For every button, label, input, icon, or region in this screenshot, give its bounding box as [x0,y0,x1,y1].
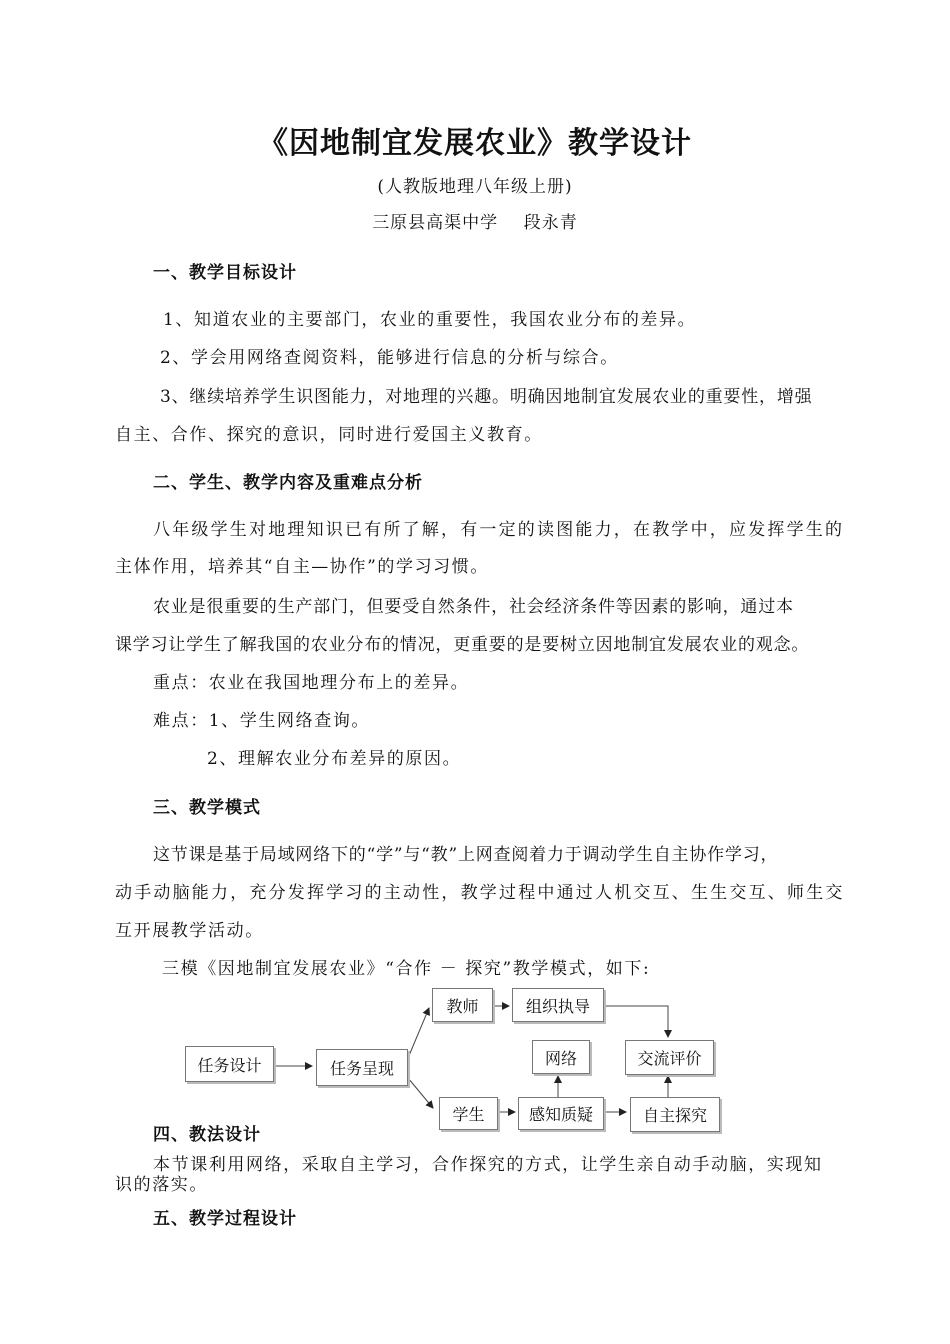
section-heading-analysis: 二、学生、教学内容及重难点分析 [153,473,423,493]
analysis-line-3: 农业是很重要的生产部门，但要受自然条件，社会经济条件等因素的影响，通过本 [153,597,794,617]
node-teacher: 教师 [432,988,493,1022]
node-network: 网络 [532,1040,590,1074]
arrow-present-to-student [408,1078,433,1108]
method-line-1: 本节课利用网络，采取自主学习，合作探究的方式，让学生亲自动手动脑，实现知 [153,1155,823,1175]
analysis-line-4: 课学习让学生了解我国的农业分布的情况，更重要的是要树立因地制宜发展农业的观念。 [115,635,810,655]
key-point-line: 重点：农业在我国地理分布上的差异。 [153,673,470,693]
objective-line-2: 2、学会用网络查阅资料，能够进行信息的分析与综合。 [160,348,619,368]
author-line: 三原县高渠中学 段永青 [372,213,578,233]
section-heading-objectives: 一、教学目标设计 [153,263,297,283]
mode-line-3: 互开展教学活动。 [115,921,264,941]
node-exchange: 交流评价 [625,1040,714,1075]
node-organize: 组织执导 [512,988,604,1022]
node-task-present: 任务呈现 [316,1049,408,1086]
node-task-design: 任务设计 [185,1046,274,1082]
section-heading-mode: 三、教学模式 [153,798,261,818]
objective-line-1: 1、知道农业的主要部门，农业的重要性，我国农业分布的差异。 [163,310,697,330]
section-heading-method: 四、教法设计 [153,1125,261,1145]
analysis-line-2: 主体作用，培养其“自主—协作”的学习习惯。 [115,557,489,577]
section-heading-process: 五、教学过程设计 [153,1209,297,1229]
arrow-organize-to-exchange [604,1006,668,1037]
node-explore: 自主探究 [630,1097,720,1132]
mode-line-1: 这节课是基于局域网络下的“学”与“教”上网查阅着力于调动学生自主协作学习， [153,845,779,865]
analysis-line-1: 八年级学生对地理知识已有所了解，有一定的读图能力，在教学中，应发挥学生的 [153,520,845,540]
difficulty-line-2: 2、理解农业分布差异的原因。 [207,749,462,769]
method-line-2: 识的落实。 [115,1175,208,1195]
node-student: 学生 [439,1097,498,1130]
document-subtitle: (人教版地理八年级上册) [377,177,573,197]
arrow-present-to-teacher [408,1008,429,1058]
difficulty-line-1: 难点：1、学生网络查询。 [153,711,371,731]
objective-line-4: 自主、合作、探究的意识，同时进行爱国主义教育。 [115,425,543,445]
node-perceive: 感知质疑 [518,1097,604,1130]
mode-line-4: 三模《因地制宜发展农业》“合作 － 探究”教学模式，如下: [162,959,651,979]
mode-line-2: 动手动脑能力，充分发挥学习的主动性，教学过程中通过人机交互、生生交互、师生交 [115,883,845,903]
document-title: 《因地制宜发展农业》教学设计 [258,126,692,161]
objective-line-3: 3、继续培养学生识图能力，对地理的兴趣。明确因地制宜发展农业的重要性，增强 [160,387,813,407]
